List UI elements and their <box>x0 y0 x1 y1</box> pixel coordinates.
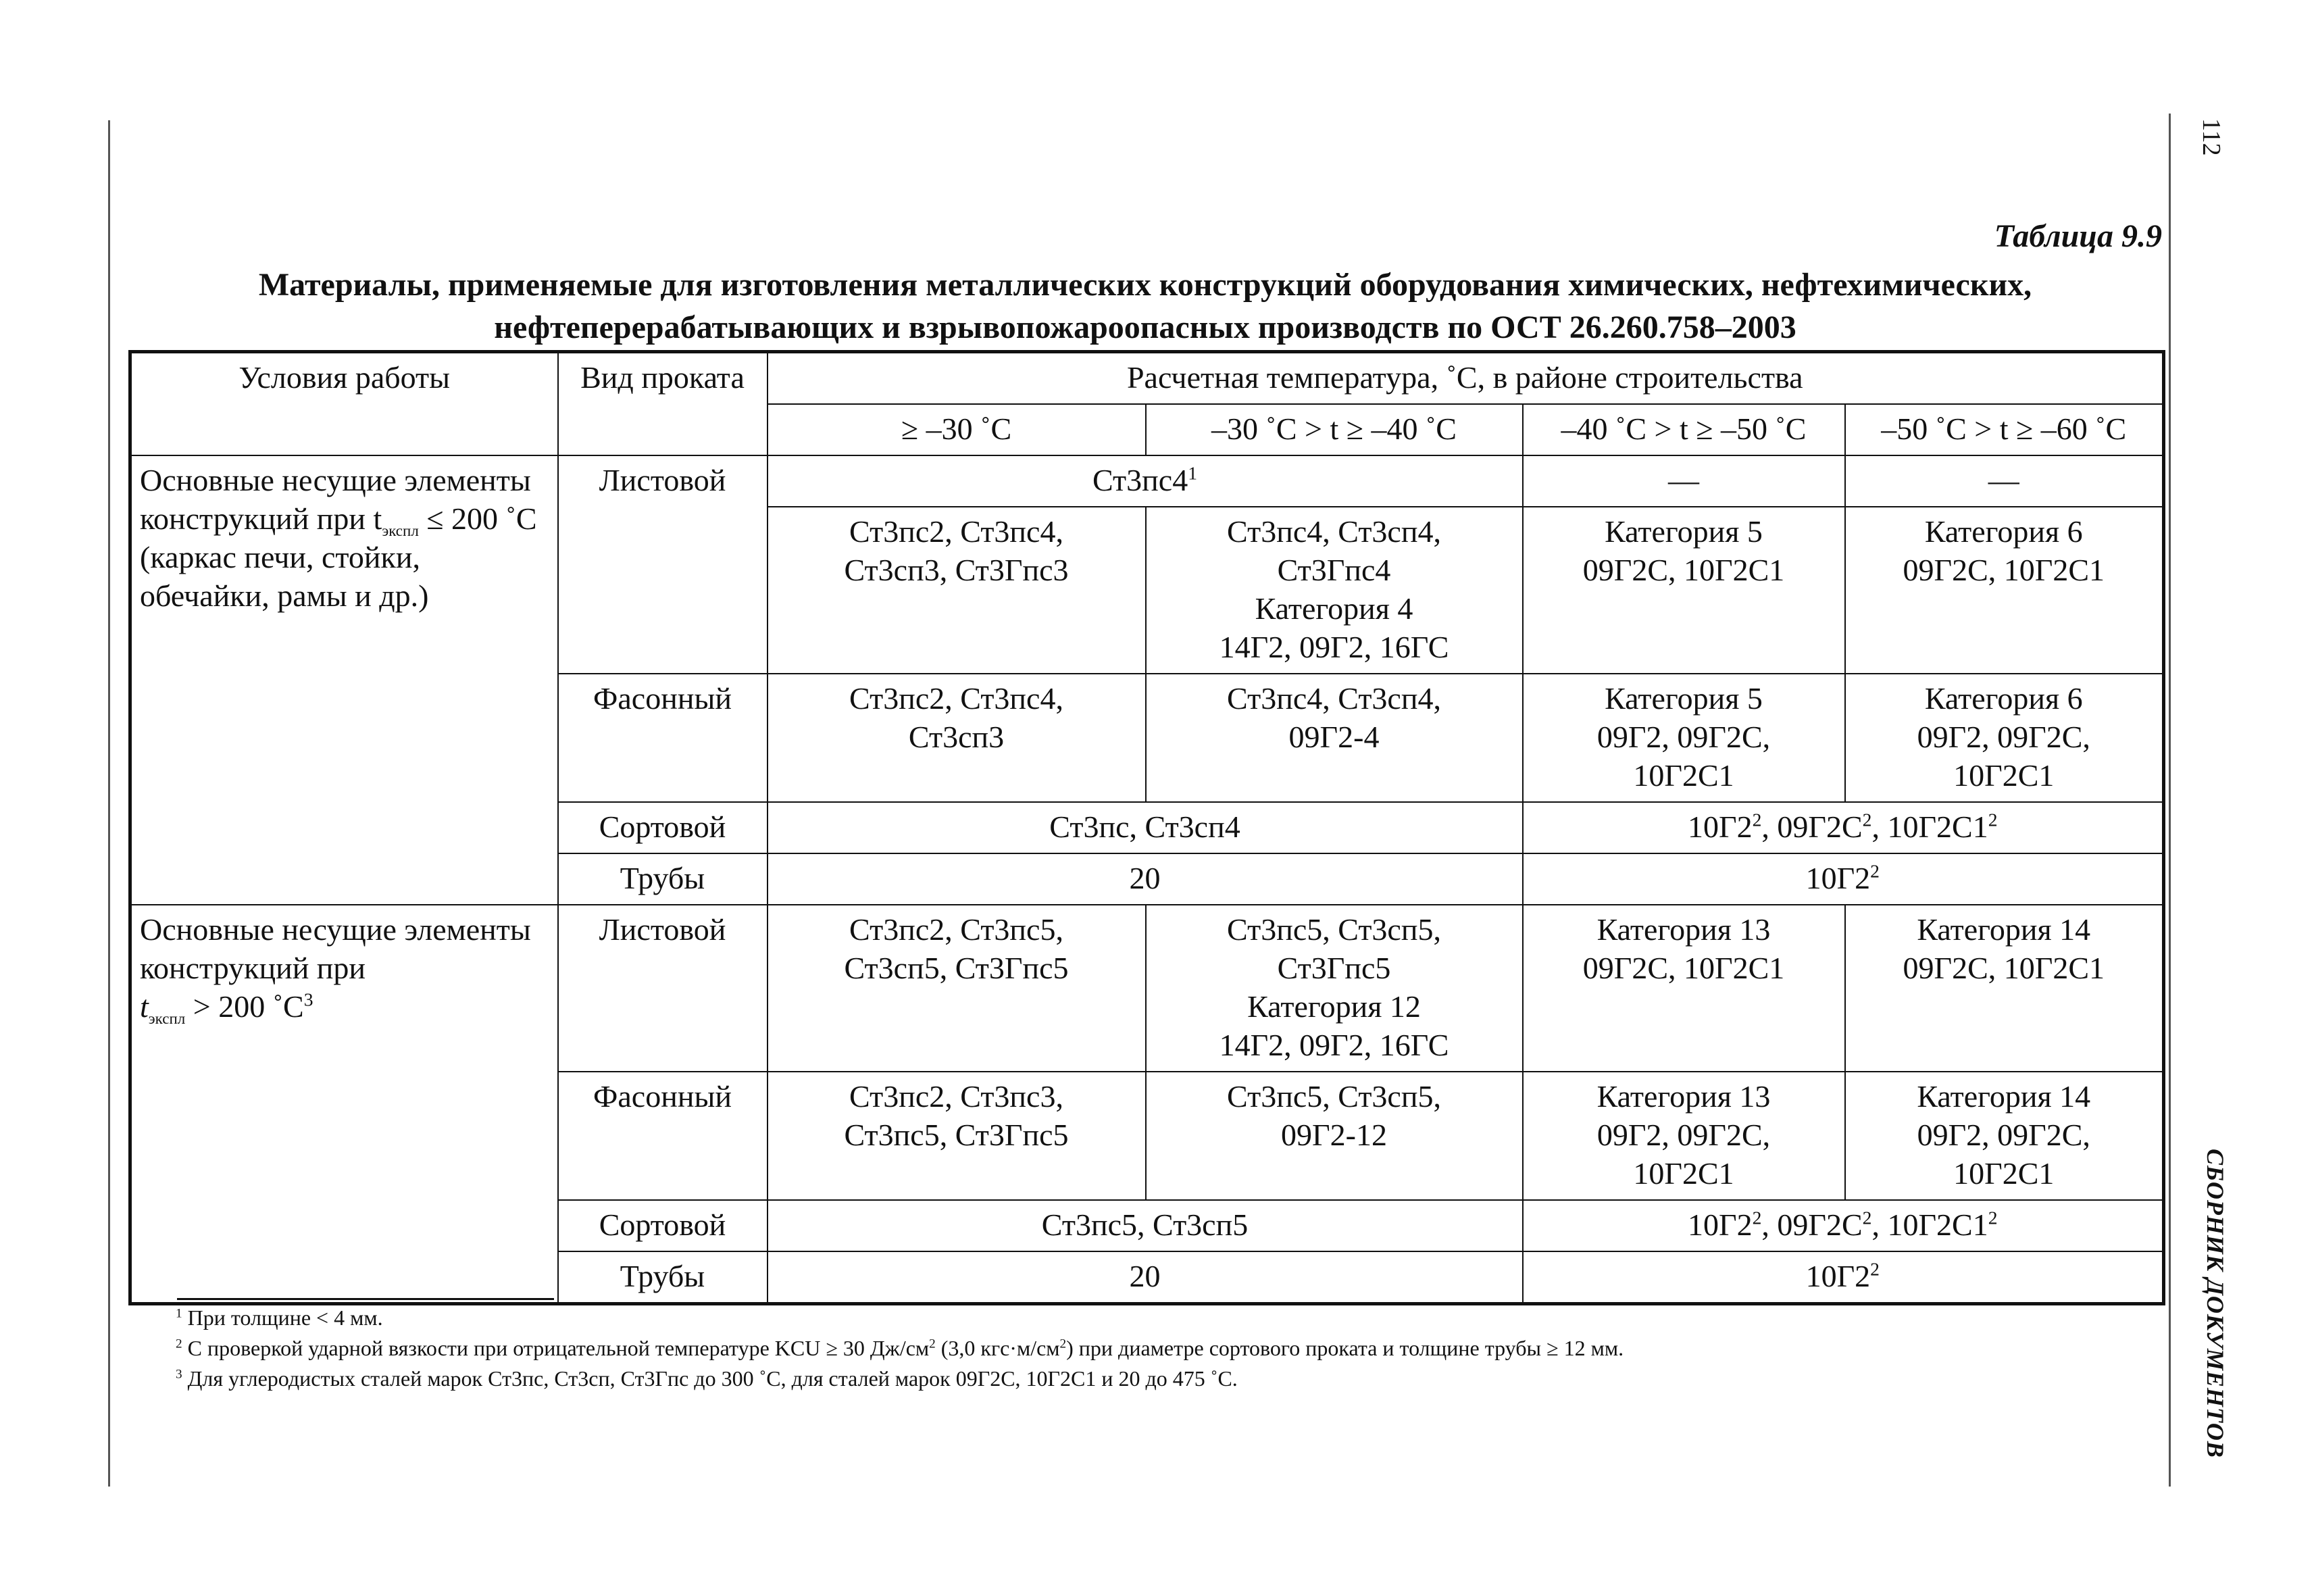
condition-cell-2: Основные несущие элементы конструкций при $t_{экспл} > 200$ $˚С^3$ <box>130 905 558 1304</box>
right-margin-rule <box>2169 114 2171 1487</box>
table-cell: Категория 14 09Г2, 09Г2С, 10Г2С1 <box>1845 1072 2164 1200</box>
table-cell: $10Г2^2$, $09Г2С^2$, $10Г2С1^2$ <box>1523 802 2164 853</box>
footnote-3: $^3$ Для углеродистых сталей марок Ст3пс, Ст3сп, Ст3Гпс до 300 ˚С, для сталей марок 09Г2С, 10Г2С1 и 20 до 475 ˚С. <box>176 1366 1238 1391</box>
materials-table <box>128 350 2165 1305</box>
header-temp-range-4: –50 ˚С > t ≥ –60 ˚С <box>1845 404 2164 455</box>
table-cell: Ст3пс4, Ст3сп4, 09Г2-4 <box>1146 674 1523 802</box>
table-cell: Ст3пс2, Ст3пс4, Ст3сп3, Ст3Гпс3 <box>768 507 1146 674</box>
table-row <box>130 455 2164 507</box>
table-cell: Категория 14 09Г2С, 10Г2С1 <box>1845 905 2164 1072</box>
table-cell: Ст3пс4, Ст3сп4, Ст3Гпс4 Категория 4 14Г2, 09Г2, 16ГС <box>1146 507 1523 674</box>
rolled-type-cell: Фасонный <box>558 674 768 802</box>
table-cell: — <box>1523 455 1845 507</box>
condition-cell-1: Основные несущие элементы конструкций при $t_{экспл} \le 200$ ˚С (каркас печи, стойки, обечайки, рамы и др.) <box>130 455 558 905</box>
running-title: СБОРНИК ДОКУМЕНТОВ <box>2202 1149 2229 1458</box>
table-cell: Ст3пс5, Ст3сп5, 09Г2-12 <box>1146 1072 1523 1200</box>
table-label: Таблица 9.9 <box>1994 218 2162 254</box>
table-cell: $10Г2^2$, $09Г2С^2$, $10Г2С1^2$ <box>1523 1200 2164 1251</box>
table-cell: Категория 13 09Г2, 09Г2С, 10Г2С1 <box>1523 1072 1845 1200</box>
table-cell: Ст3пс5, Ст3сп5 <box>768 1200 1523 1251</box>
table-cell: Ст3пс5, Ст3сп5, Ст3Гпс5 Категория 12 14Г2, 09Г2, 16ГС <box>1146 905 1523 1072</box>
table-row <box>130 905 2164 1072</box>
table-cell: $Ст3пс4^1$ <box>768 455 1523 507</box>
table-cell: Категория 5 09Г2С, 10Г2С1 <box>1523 507 1845 674</box>
rolled-type-cell: Трубы <box>558 853 768 905</box>
table-cell: — <box>1845 455 2164 507</box>
rolled-type-cell: Сортовой <box>558 802 768 853</box>
header-temp-range-3: –40 ˚С > t ≥ –50 ˚С <box>1523 404 1845 455</box>
footnote-2: $^2$ С проверкой ударной вязкости при отрицательной температуре KCU ≥ 30 $Дж/см^2$ (3,0 $кгс\cdot м/см^2$) при диаметре сортового проката и толщине трубы ≥ 12 мм. <box>176 1336 1624 1360</box>
footnote-separator <box>177 1298 554 1300</box>
header-temperature: Расчетная температура, ˚С, в районе строительства <box>768 352 2164 405</box>
rolled-type-cell: Листовой <box>558 455 768 674</box>
header-temp-range-1: ≥ –30 ˚С <box>768 404 1146 455</box>
table-cell: $10Г2^2$ <box>1523 853 2164 905</box>
left-margin-rule <box>108 120 110 1487</box>
rolled-type-cell: Фасонный <box>558 1072 768 1200</box>
table-title: Материалы, применяемые для изготовления металлических конструкций оборудования химических, нефтехимических, нефтеперерабатывающих и взрывопожароопасных производств по ОСТ 26.260.758–2003 <box>258 267 2032 345</box>
table-cell: Категория 6 09Г2С, 10Г2С1 <box>1845 507 2164 674</box>
table-cell: Категория 13 09Г2С, 10Г2С1 <box>1523 905 1845 1072</box>
page-number: 112 <box>2197 118 2225 156</box>
header-rolled-type: Вид проката <box>558 352 768 456</box>
table-cell: $10Г2^2$ <box>1523 1251 2164 1304</box>
table-cell: Ст3пс, Ст3сп4 <box>768 802 1523 853</box>
rolled-type-cell: Листовой <box>558 905 768 1072</box>
header-temp-range-2: –30 ˚С > t ≥ –40 ˚С <box>1146 404 1523 455</box>
footnote-1: $^1$ При толщине < 4 мм. <box>176 1305 383 1330</box>
header-row-1 <box>130 352 2164 405</box>
table-cell: Ст3пс2, Ст3пс3, Ст3пс5, Ст3Гпс5 <box>768 1072 1146 1200</box>
table-cell: Категория 5 09Г2, 09Г2С, 10Г2С1 <box>1523 674 1845 802</box>
header-conditions: Условия работы <box>130 352 558 456</box>
rolled-type-cell: Сортовой <box>558 1200 768 1251</box>
table-cell: Категория 6 09Г2, 09Г2С, 10Г2С1 <box>1845 674 2164 802</box>
rolled-type-cell: Трубы <box>558 1251 768 1304</box>
table-cell: 20 <box>768 853 1523 905</box>
table-cell: 20 <box>768 1251 1523 1304</box>
footnotes <box>176 1303 2135 1394</box>
table-cell: Ст3пс2, Ст3пс5, Ст3сп5, Ст3Гпс5 <box>768 905 1146 1072</box>
table-cell: Ст3пс2, Ст3пс4, Ст3сп3 <box>768 674 1146 802</box>
